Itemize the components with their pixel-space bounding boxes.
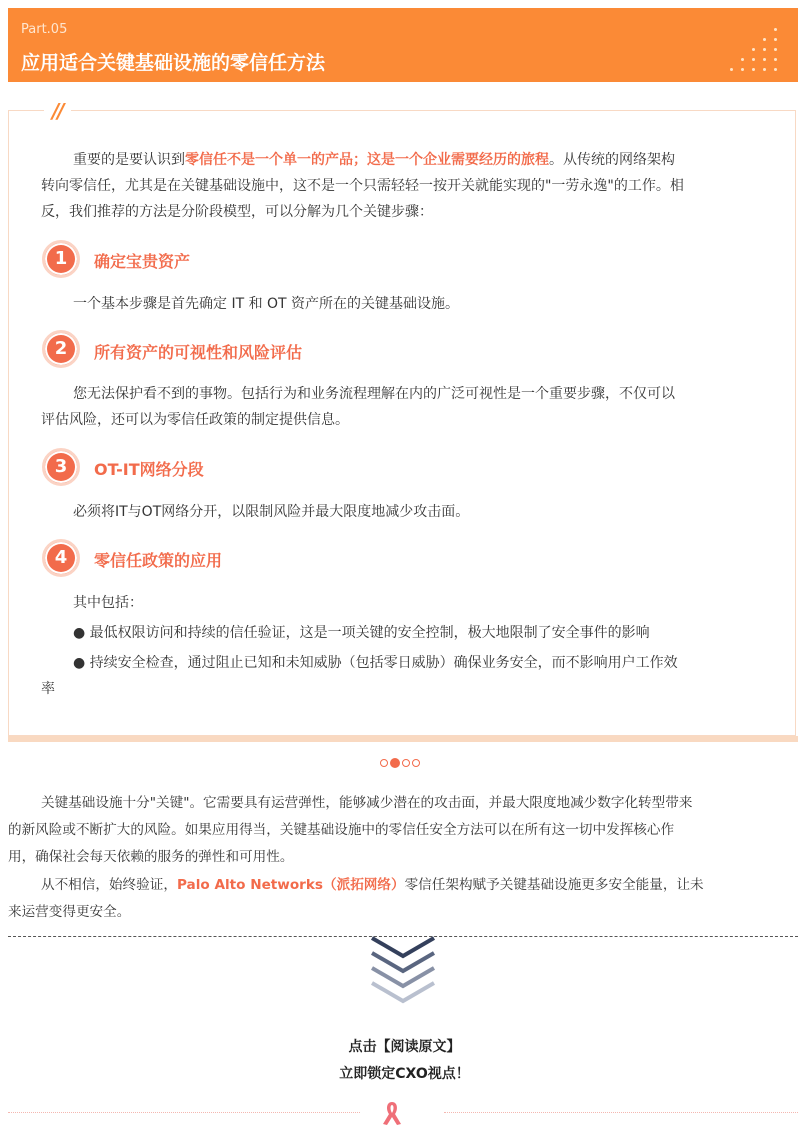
- triple-chevron-down-icon: [370, 936, 436, 1006]
- body-p1-line-3: 用，确保社会每天依赖的服务的弹性和可用性。: [8, 849, 294, 865]
- pattern-dot: [741, 58, 744, 61]
- pattern-dot: [763, 48, 766, 51]
- section-header: [8, 8, 798, 82]
- cta-subscribe: 立即锁定CXO视点！: [339, 1066, 470, 1082]
- pattern-dot: [774, 68, 777, 71]
- pattern-dot: [741, 68, 744, 71]
- pattern-dot: [774, 58, 777, 61]
- pattern-dot: [763, 58, 766, 61]
- step-1-title: 确定宝贵资产: [94, 252, 191, 271]
- pager-dot-3[interactable]: [402, 759, 410, 767]
- step-2-title: 所有资产的可视性和风险评估: [94, 343, 303, 362]
- step-1-number-icon: 1: [42, 240, 80, 278]
- step-4-bullet-2-tail: 率: [41, 681, 55, 697]
- step-3-text: 必须将IT与OT网络分开，以限制风险并最大限度地减少攻击面。: [73, 504, 470, 520]
- step-2-text-line-2: 评估风险，还可以为零信任政策的制定提供信息。: [41, 412, 349, 428]
- step-2-number-icon: 2: [42, 330, 80, 368]
- intro-highlight: 零信任不是一个单一的产品；这是一个企业需要经历的旅程: [185, 152, 549, 168]
- card-shadow: [8, 736, 798, 742]
- pink-ribbon-icon: [380, 1100, 404, 1126]
- pattern-dot: [774, 48, 777, 51]
- pattern-dot: [774, 28, 777, 31]
- brand-highlight: Palo Alto Networks（派拓网络）: [176, 877, 405, 893]
- pattern-dot: [763, 68, 766, 71]
- body-p2-line-2: 来运营变得更安全。: [8, 904, 131, 920]
- intro-line-2: 转向零信任，尤其是在关键基础设施中，这不是一个只需轻轻一按开关就能实现的"一劳永逸"的工作。相: [41, 178, 684, 194]
- pattern-dot: [752, 58, 755, 61]
- intro-line-1: 重要的是要认识到零信任不是一个单一的产品；这是一个企业需要经历的旅程。从传统的网络架构: [73, 152, 675, 168]
- intro-line-3: 反，我们推荐的方法是分阶段模型，可以分解为几个关键步骤：: [41, 204, 433, 220]
- step-4-text-line-1: 其中包括：: [73, 595, 143, 611]
- step-1-text: 一个基本步骤是首先确定 IT 和 OT 资产所在的关键基础设施。: [73, 296, 460, 312]
- body-p1-line-2: 的新风险或不断扩大的风险。如果应用得当，关键基础设施中的零信任安全方法可以在所有这一切中发挥核心作: [8, 822, 675, 838]
- step-3-number-icon: 3: [42, 448, 80, 486]
- quote-mark-icon: //: [44, 99, 71, 123]
- step-4-number-icon: 4: [42, 539, 80, 577]
- pattern-dot: [752, 48, 755, 51]
- pattern-dot: [730, 68, 733, 71]
- step-2-text-line-1: 您无法保护看不到的事物。包括行为和业务流程理解在内的广泛可视性是一个重要步骤，不仅可以: [73, 386, 675, 402]
- step-4-bullet-1: ● 最低权限访问和持续的信任验证，这是一项关键的安全控制，极大地限制了安全事件的影响: [73, 625, 650, 641]
- pager-dot-1[interactable]: [380, 759, 388, 767]
- pattern-dot: [752, 68, 755, 71]
- body-p1-line-1: 关键基础设施十分"关键"。它需要具有运营弹性，能够减少潜在的攻击面，并最大限度地减少数字化转型带来: [41, 795, 693, 811]
- bottom-divider-right: [444, 1112, 798, 1113]
- pattern-dot: [774, 38, 777, 41]
- pattern-dot: [763, 38, 766, 41]
- section-part-label: Part.05: [21, 22, 68, 37]
- cta-read-original[interactable]: 点击【阅读原文】: [348, 1039, 461, 1055]
- pager-dot-2[interactable]: [390, 758, 400, 768]
- section-title: 应用适合关键基础设施的零信任方法: [21, 52, 326, 74]
- pager-dot-4[interactable]: [412, 759, 420, 767]
- body-p2-line-1: 从不相信，始终验证，Palo Alto Networks（派拓网络）零信任架构赋予关键基础设施更多安全能量，让未: [41, 877, 704, 893]
- bottom-divider-left: [8, 1112, 360, 1113]
- carousel-pager: [380, 752, 422, 762]
- step-4-title: 零信任政策的应用: [94, 551, 223, 570]
- step-3-title: OT-IT网络分段: [94, 460, 204, 479]
- dot-pattern-icon: [730, 28, 788, 78]
- step-4-bullet-2: ● 持续安全检查，通过阻止已知和未知威胁（包括零日威胁）确保业务安全，而不影响用户工作效: [73, 655, 678, 671]
